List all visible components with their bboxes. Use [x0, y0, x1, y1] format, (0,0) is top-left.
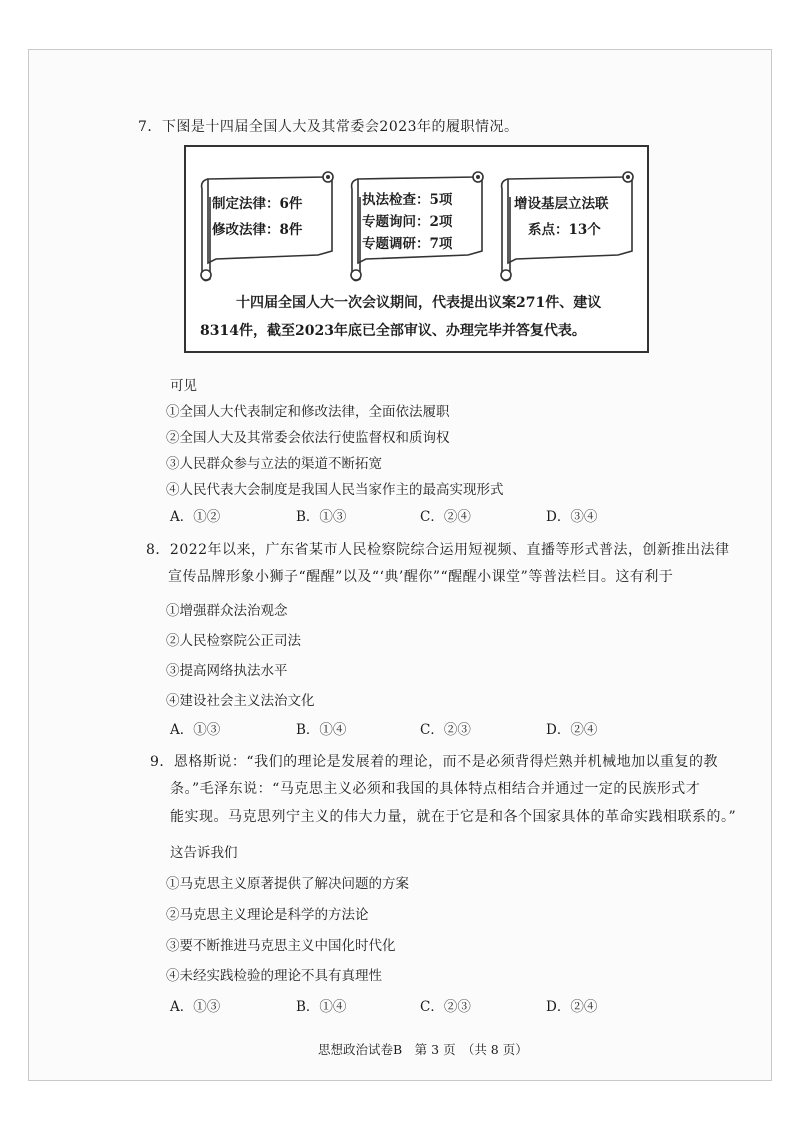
scroll3-line1: 增设基层立法联: [514, 196, 609, 212]
scroll-legislation: [198, 167, 318, 259]
scroll1-line2: 修改法律：8件: [212, 222, 303, 238]
q9-option-4: ④未经实践检验的理论不具有真理性: [166, 968, 382, 984]
q9-choice-a[interactable]: A．①③: [170, 999, 221, 1015]
q7-choice-a[interactable]: A．①②: [170, 509, 221, 525]
q9-option-1: ①马克思主义原著提供了解决问题的方案: [166, 876, 409, 892]
q7-option-4: ④人民代表大会制度是我国人民当家作主的最高实现形式: [166, 482, 504, 498]
q7-option-1: ①全国人大代表制定和修改法律，全面依法履职: [166, 404, 450, 420]
q8-option-2: ②人民检察院公正司法: [166, 633, 301, 649]
q8-option-3: ③提高网络执法水平: [166, 663, 288, 679]
q8-option-1: ①增强群众法治观念: [166, 603, 288, 619]
scroll2-line1: 执法检查：5项: [362, 192, 453, 208]
q7-choice-d[interactable]: D．③④: [546, 509, 598, 525]
q8-choice-d[interactable]: D．②④: [546, 722, 598, 738]
scroll-liaison-points: [498, 167, 618, 259]
scroll3-line2: 系点：13个: [528, 222, 601, 238]
q9-lead: 这告诉我们: [170, 845, 238, 861]
q9-choice-d[interactable]: D．②④: [546, 999, 598, 1015]
q9-choice-c[interactable]: C．②③: [420, 999, 471, 1015]
q7-option-2: ②全国人大及其常委会依法行使监督权和质询权: [166, 430, 450, 446]
scroll-supervision: [348, 167, 468, 259]
scroll2-line3: 专题调研：7项: [362, 236, 453, 252]
scroll2-line2: 专题询问：2项: [362, 214, 453, 230]
q8-stem-line1: 8．2022年以来，广东省某市人民检察院综合运用短视频、直播等形式普法，创新推出法律: [146, 542, 730, 558]
page-footer: 思想政治试卷B 第 3 页 （共 8 页）: [318, 1042, 528, 1057]
q8-choice-b[interactable]: B．①④: [296, 722, 347, 738]
q8-choice-c[interactable]: C．②③: [420, 722, 471, 738]
q7-figure-caption: [200, 289, 637, 345]
q9-stem-line1: 9．恩格斯说：“我们的理论是发展着的理论，而不是必须背得烂熟并机械地加以重复的教: [150, 754, 719, 770]
q7-choice-c[interactable]: C．②④: [420, 509, 471, 525]
q7-figure: [184, 145, 649, 353]
caption-line1: 十四届全国人大一次会议期间，代表提出议案271件、建议: [236, 295, 602, 311]
q7-stem: 7．下图是十四届全国人大及其常委会2023年的履职情况。: [138, 119, 519, 135]
q8-option-4: ④建设社会主义法治文化: [166, 693, 315, 709]
q7-option-3: ③人民群众参与立法的渠道不断拓宽: [166, 456, 382, 472]
q9-stem-line3: 能实现。马克思列宁主义的伟大力量，就在于它是和各个国家具体的革命实践相联系的。”: [170, 809, 737, 825]
q7-choice-b[interactable]: B．①③: [296, 509, 347, 525]
q8-stem-line2: 宣传品牌形象小狮子“醒醒”以及“‘典’醒你”“醒醒小课堂”等普法栏目。这有利于: [168, 569, 674, 585]
q7-lead: 可见: [170, 378, 197, 394]
q9-choice-b[interactable]: B．①④: [296, 999, 347, 1015]
q8-choice-a[interactable]: A．①③: [170, 722, 221, 738]
scroll1-line1: 制定法律：6件: [212, 196, 303, 212]
q9-option-2: ②马克思主义理论是科学的方法论: [166, 907, 369, 923]
q9-stem-line2: 条。”毛泽东说：“马克思主义必须和我国的具体特点相结合并通过一定的民族形式才: [170, 781, 701, 797]
q9-option-3: ③要不断推进马克思主义中国化时代化: [166, 938, 396, 954]
caption-line2: 8314件，截至2023年底已全部审议、办理完毕并答复代表。: [200, 323, 586, 339]
